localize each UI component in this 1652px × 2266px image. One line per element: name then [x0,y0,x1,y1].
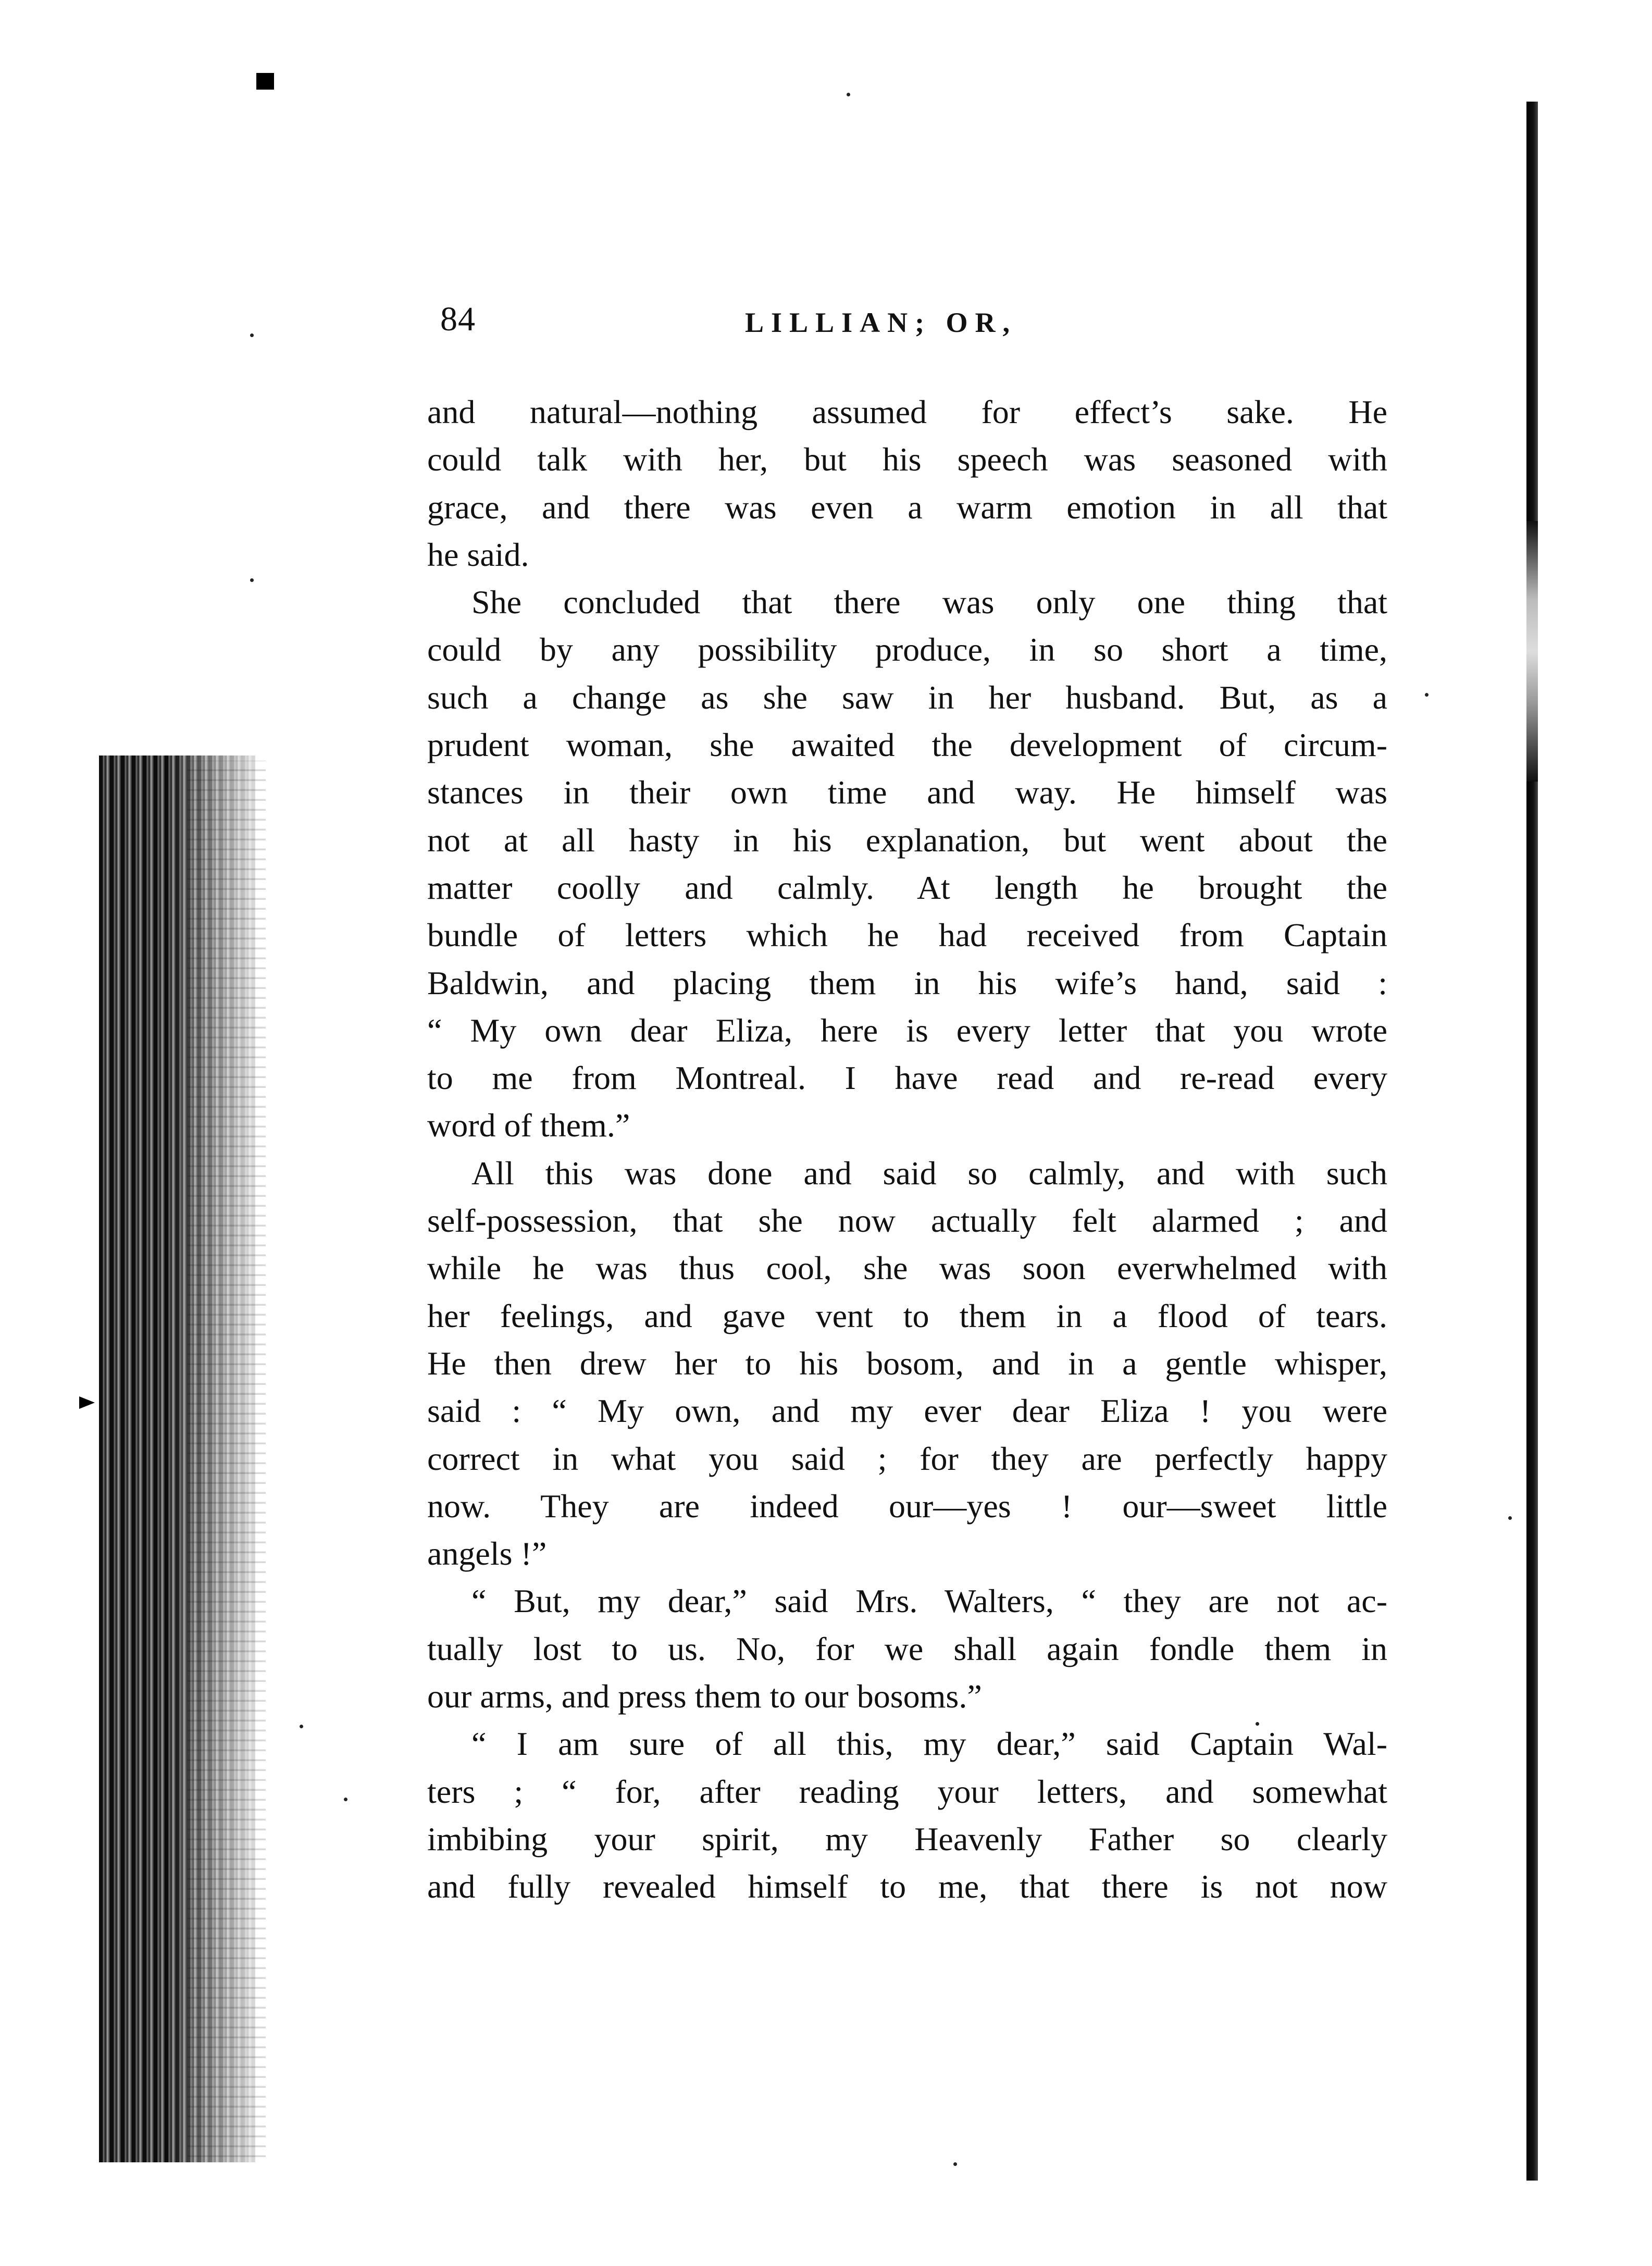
text-line: could talk with her, but his speech was seasoned with [427,441,1387,478]
page-edge-line [1526,102,1538,2181]
text-line: “ My own dear Eliza, here is every letter that you wrote [427,1011,1387,1049]
scan-speck [344,1798,347,1801]
text-line: not at all hasty in his explanation, but went about the [427,821,1387,859]
text-line: “ But, my dear,” said Mrs. Walters, “ they are not ac- [471,1582,1387,1620]
text-line: She concluded that there was only one thing that [471,584,1387,621]
text-line: bundle of letters which he had received from Captain [427,917,1387,954]
text-line: grace, and there was even a warm emotion in all that [427,488,1387,526]
text-line: angels !” [427,1535,547,1572]
text-line: such a change as she saw in her husband. But, as a [427,678,1387,716]
scan-speck [847,93,850,96]
scan-speck [250,333,254,337]
text-line: imbibing your spirit, my Heavenly Father so clearly [427,1820,1387,1858]
scan-speck [953,2162,957,2166]
running-head: LILLIAN; OR, [745,307,1017,338]
text-line: prudent woman, she awaited the development of circum- [427,726,1387,764]
text-line: now. They are indeed our—yes ! our—sweet little [427,1487,1387,1525]
scan-arrow-mark [79,1396,95,1409]
text-line: self-possession, that she now actually felt alarmed ; and [427,1202,1387,1240]
text-line: “ I am sure of all this, my dear,” said Captain Wal- [471,1725,1387,1763]
text-line: All this was done and said so calmly, and with such [471,1154,1387,1192]
text-line: Baldwin, and placing them in his wife’s hand, said : [427,964,1387,1001]
text-line: and fully revealed himself to me, that there is not now [427,1868,1387,1905]
text-line: our arms, and press them to our bosoms.” [427,1678,982,1715]
text-line: and natural—nothing assumed for effect’s sake. He [427,393,1387,430]
text-line: word of them.” [427,1107,630,1144]
page-number: 84 [440,300,476,338]
text-line: he said. [427,536,529,573]
scan-speck [300,1725,303,1728]
text-line: to me from Montreal. I have read and re-read every [427,1059,1387,1097]
text-line: tually lost to us. No, for we shall again fondle them in [427,1630,1387,1667]
text-line: matter coolly and calmly. At length he brought the [427,869,1387,906]
text-line: said : “ My own, and my ever dear Eliza ! you were [427,1392,1387,1430]
text-line: while he was thus cool, she was soon everwhelmed with [427,1249,1387,1287]
page-edge-fade [1526,521,1538,782]
text-line: correct in what you said ; for they are perfectly happy [427,1440,1387,1477]
scan-mark [256,73,274,90]
scan-speck [250,578,254,582]
text-line: her feelings, and gave vent to them in a flood of tears. [427,1297,1387,1334]
binding-speckle [188,761,266,2157]
text-line: He then drew her to his bosom, and in a gentle whisper, [427,1344,1387,1382]
scan-speck [1508,1516,1512,1520]
body-text [427,388,1387,1911]
text-line: stances in their own time and way. He himself was [427,774,1387,811]
scan-speck [1425,693,1429,697]
text-line: could by any possibility produce, in so short a time, [427,631,1387,668]
text-line: ters ; “ for, after reading your letters, and somewhat [427,1773,1387,1810]
